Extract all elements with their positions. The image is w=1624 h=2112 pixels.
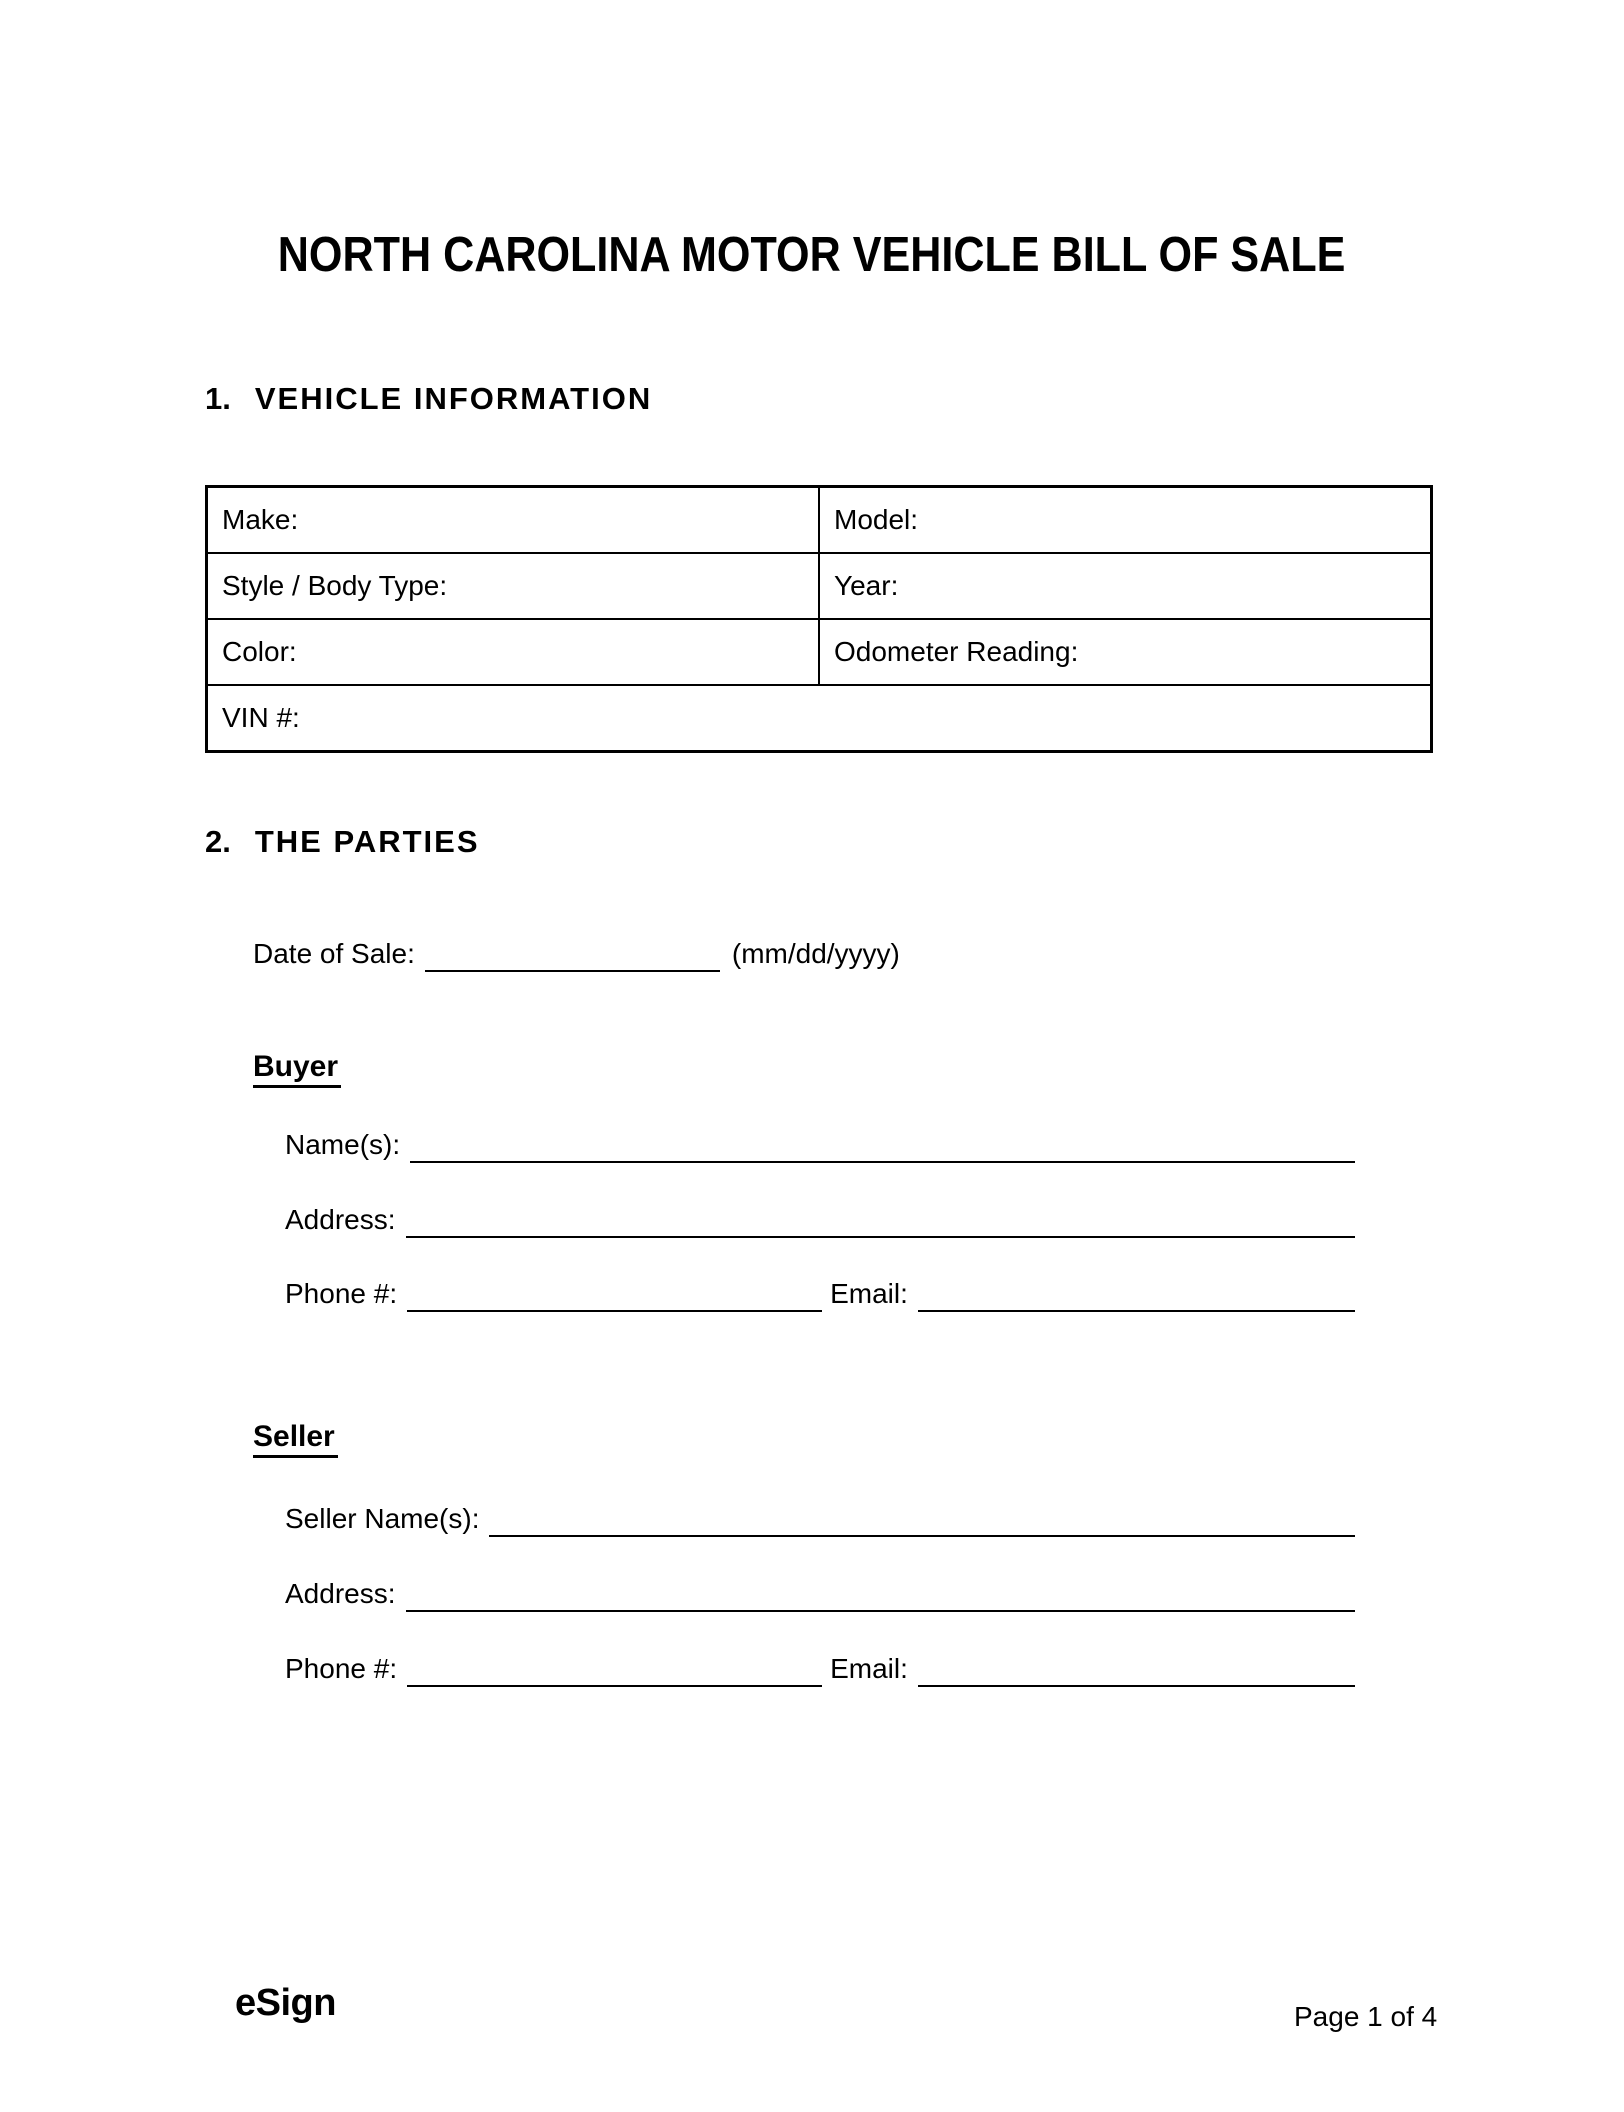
seller-address-label: Address: <box>285 1578 396 1609</box>
document-title <box>0 227 1624 282</box>
buyer-address-label: Address: <box>285 1204 396 1235</box>
buyer-email-line[interactable] <box>918 1280 1355 1312</box>
seller-contact-row <box>285 1655 1355 1687</box>
model-field[interactable] <box>819 487 1432 554</box>
date-of-sale-label: Date of Sale: <box>253 938 415 969</box>
date-format-hint: (mm/dd/yyyy) <box>731 938 900 969</box>
make-field[interactable] <box>207 487 820 554</box>
buyer-heading: Buyer <box>253 1052 341 1088</box>
seller-heading: Seller <box>253 1422 338 1458</box>
style-body-type-field[interactable] <box>207 553 820 619</box>
section-heading-vehicle-information <box>205 383 652 414</box>
table-row-color-odometer <box>207 619 1432 685</box>
odometer-reading-label: Odometer Reading: <box>834 636 1079 667</box>
section-title: VEHICLE INFORMATION <box>254 381 653 416</box>
buyer-address-row <box>285 1206 1355 1238</box>
section-number: 1. <box>205 381 231 416</box>
seller-name-line[interactable] <box>489 1505 1355 1537</box>
date-of-sale-row <box>253 940 1213 972</box>
seller-name-row <box>285 1505 1355 1537</box>
buyer-phone-line[interactable] <box>407 1280 822 1312</box>
seller-email-line[interactable] <box>918 1655 1355 1687</box>
buyer-contact-row <box>285 1280 1355 1312</box>
buyer-name-line[interactable] <box>410 1131 1355 1163</box>
document-title-text: NORTH CAROLINA MOTOR VEHICLE BILL OF SALE <box>278 227 1346 282</box>
date-of-sale-line[interactable] <box>425 940 720 972</box>
vin-field[interactable] <box>207 685 1432 752</box>
buyer-name-row <box>285 1131 1355 1163</box>
seller-address-line[interactable] <box>406 1580 1356 1612</box>
table-row-style-year <box>207 553 1432 619</box>
section-heading-the-parties <box>205 826 480 857</box>
odometer-reading-field[interactable] <box>819 619 1432 685</box>
table-row-vin <box>207 685 1432 752</box>
year-field[interactable] <box>819 553 1432 619</box>
esign-logo: eSign <box>235 1982 336 2024</box>
style-body-type-label: Style / Body Type: <box>222 570 448 601</box>
buyer-name-label: Name(s): <box>285 1129 401 1160</box>
table-row-make-model <box>207 487 1432 554</box>
vin-label: VIN #: <box>222 702 300 733</box>
section-title: THE PARTIES <box>254 824 480 859</box>
color-field[interactable] <box>207 619 820 685</box>
buyer-email-label: Email: <box>830 1278 908 1309</box>
make-label: Make: <box>222 504 299 535</box>
section-number: 2. <box>205 824 231 859</box>
vehicle-info-table <box>205 485 1433 753</box>
seller-address-row <box>285 1580 1355 1612</box>
seller-email-label: Email: <box>830 1653 908 1684</box>
model-label: Model: <box>834 504 919 535</box>
color-label: Color: <box>222 636 297 667</box>
page-indicator: Page 1 of 4 <box>1294 2001 1438 2032</box>
seller-phone-line[interactable] <box>407 1655 822 1687</box>
buyer-address-line[interactable] <box>406 1206 1356 1238</box>
seller-phone-label: Phone #: <box>285 1653 398 1684</box>
buyer-phone-label: Phone #: <box>285 1278 398 1309</box>
seller-name-label: Seller Name(s): <box>285 1503 480 1534</box>
year-label: Year: <box>834 570 899 601</box>
